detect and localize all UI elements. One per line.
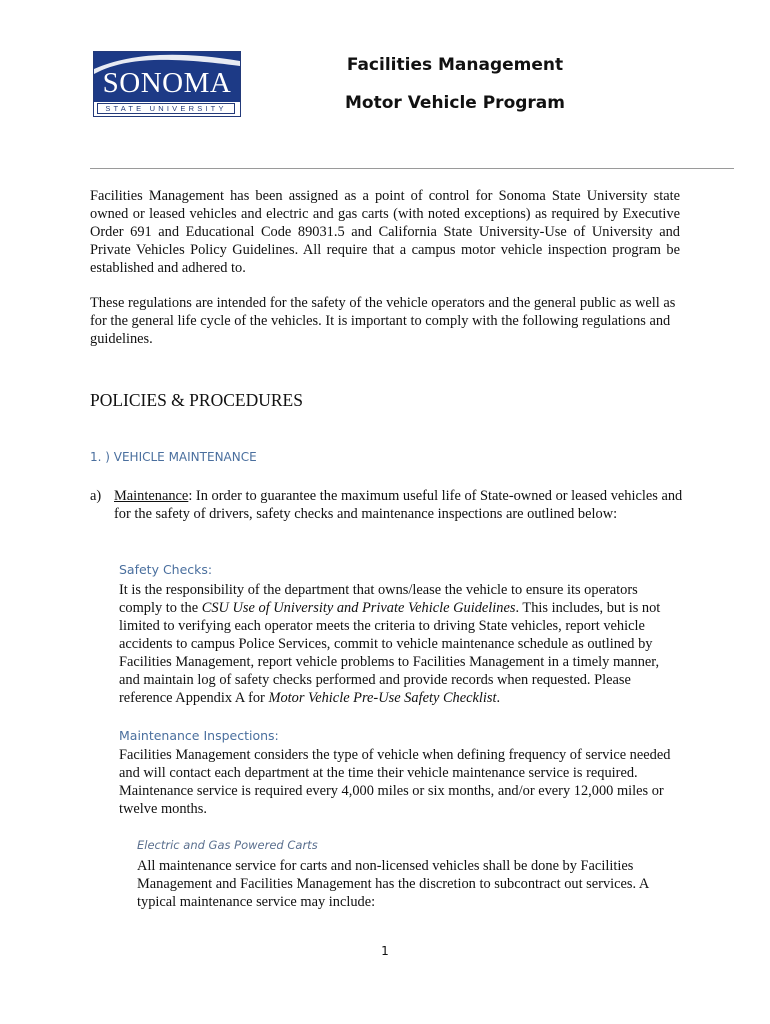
document-subtitle: Motor Vehicle Program bbox=[344, 93, 565, 113]
carts-heading: Electric and Gas Powered Carts bbox=[137, 838, 318, 852]
list-marker: a) bbox=[90, 488, 102, 504]
page-number: 1 bbox=[381, 944, 389, 958]
safety-text-2: . This includes, but is not limited to verifying each operator meets the criteria to driving State vehicles, report vehicle accidents to campus Police Services, commit to vehicle maintenance schedule as outlined by Facilities Management, report vehicle problems to Facilities Management in a timely manner, and maintain log of safety checks performed and provide records when requested. Please reference Appendix A for bbox=[119, 600, 661, 706]
policies-heading: POLICIES & PROCEDURES bbox=[90, 390, 303, 410]
university-logo bbox=[93, 51, 241, 117]
safety-checks-paragraph bbox=[119, 581, 679, 707]
intro-paragraph-1: Facilities Management has been assigned as a point of control for Sonoma State University state owned or leased vehicles and electric and gas carts (with noted exceptions) as required by Executive Order 691 and Educational Code 89031.5 and California State University-Use of University and Private Vehicles Policy Guidelines. All require that a campus motor vehicle inspection program be established and adhered to. bbox=[90, 188, 680, 276]
header-divider bbox=[90, 168, 734, 169]
maintenance-description: : In order to guarantee the maximum useful life of State-owned or leased vehicles and for the safety of drivers, safety checks and maintenance inspections are outlined below: bbox=[114, 488, 683, 522]
logo-wordmark: SONOMA bbox=[102, 67, 232, 99]
maintenance-term: Maintenance bbox=[114, 488, 189, 504]
intro-paragraph-2: These regulations are intended for the safety of the vehicle operators and the general public as well as for the general life cycle of the vehicles. It is important to comply with the following regulations and guidelines. bbox=[90, 295, 676, 347]
maintenance-inspections-paragraph: Facilities Management considers the type of vehicle when defining frequency of service needed and will contact each department at the time their vehicle maintenance service is required. Maintenance service is required every 4,000 miles or six months, and/or every 12,000 miles or twelve months. bbox=[119, 747, 671, 817]
vehicle-maintenance-heading: 1. ) VEHICLE MAINTENANCE bbox=[90, 450, 257, 464]
safety-text-1: It is the responsibility of the department that owns/lease the vehicle to ensure its operators comply to the bbox=[119, 582, 638, 616]
maintenance-inspections-heading: Maintenance Inspections: bbox=[119, 728, 279, 743]
checklist-title: Motor Vehicle Pre-Use Safety Checklist bbox=[268, 690, 497, 706]
logo-tagline: STATE UNIVERSITY bbox=[97, 103, 235, 114]
csu-guidelines-title: CSU Use of University and Private Vehicle Guidelines bbox=[201, 600, 516, 616]
safety-checks-heading: Safety Checks: bbox=[119, 562, 213, 577]
document-title: Facilities Management bbox=[346, 55, 564, 75]
carts-paragraph: All maintenance service for carts and non-licensed vehicles shall be done by Facilities Management and Facilities Management has the discretion to subcontract out services. A typical maintenance service may include: bbox=[137, 858, 649, 910]
logo-banner bbox=[94, 52, 240, 102]
list-item-text bbox=[114, 487, 684, 523]
safety-text-3: . bbox=[496, 690, 501, 706]
